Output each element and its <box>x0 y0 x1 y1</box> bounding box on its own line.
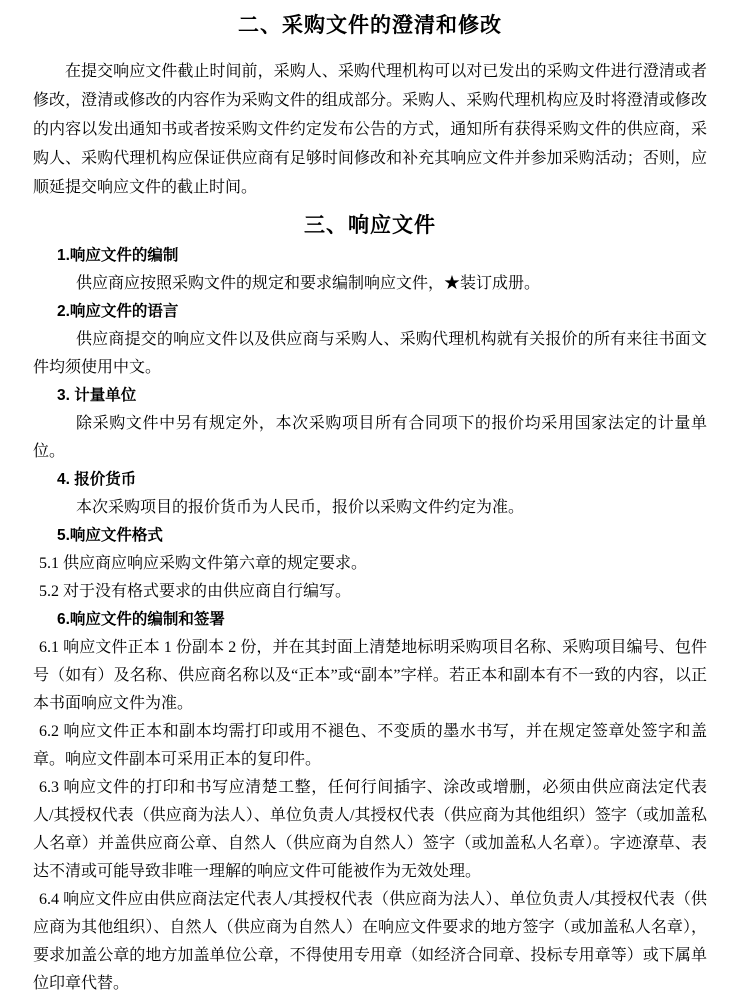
section2-paragraph: 在提交响应文件截止时间前，采购人、采购代理机构可以对已发出的采购文件进行澄清或者修改，澄清或修改的内容作为采购文件的组成部分。采购人、采购代理机构应及时将澄清或修改的内容以发出通知书或者按采购文件约定发布公告的方式，通知所有获得采购文件的供应商，采购人、采购代理机构应保证供应商有足够时间修改和补充其响应文件并参加采购活动；否则，应顺延提交响应文件的截止时间。 <box>33 63 707 196</box>
clause-1-paragraph: 供应商应按照采购文件的规定和要求编制响应文件，★装订成册。 <box>76 275 541 292</box>
clause-6-heading: 6.响应文件的编制和签署 <box>57 611 225 628</box>
clause-5-item-1: 5.1 供应商应响应采购文件第六章的规定要求。 <box>39 555 368 572</box>
clause-3-paragraph: 除采购文件中另有规定外，本次采购项目所有合同项下的报价均采用国家法定的计量单位。 <box>33 415 707 460</box>
clause-4-heading: 4. 报价货币 <box>57 471 137 488</box>
section2-title: 二、采购文件的澄清和修改 <box>238 14 502 37</box>
clause-6-item-4: 6.4 响应文件应由供应商法定代表人/其授权代表（供应商为法人）、单位负责人/其授权代表（供应商为其他组织）、自然人（供应商为自然人）在响应文件要求的地方签字（或加盖私人名章），要求加盖公章的地方加盖单位公章，不得使用专用章（如经济合同章、投标专用章等）或下属单位印章代替。 <box>33 891 707 992</box>
clause-1-heading: 1.响应文件的编制 <box>57 247 179 264</box>
clause-6-item-1: 6.1 响应文件正本 1 份副本 2 份，并在其封面上清楚地标明采购项目名称、采购项目编号、包件号（如有）及名称、供应商名称以及“正本”或“副本”字样。若正本和副本有不一致的内容，以正本书面响应文件为准。 <box>33 639 707 712</box>
clause-5-item-2: 5.2 对于没有格式要求的由供应商自行编写。 <box>39 583 352 600</box>
clause-5-heading: 5.响应文件格式 <box>57 527 163 544</box>
clause-2-paragraph: 供应商提交的响应文件以及供应商与采购人、采购代理机构就有关报价的所有来往书面文件均须使用中文。 <box>33 331 707 376</box>
section3-title: 三、响应文件 <box>304 214 436 237</box>
clause-6-item-3: 6.3 响应文件的打印和书写应清楚工整，任何行间插字、涂改或增删，必须由供应商法定代表人/其授权代表（供应商为法人）、单位负责人/其授权代表（供应商为其他组织）签字（或加盖私人名章）并盖供应商公章、自然人（供应商为自然人）签字（或加盖私人名章）。字迹潦草、表达不清或可能导致非唯一理解的响应文件可能被作为无效处理。 <box>33 779 707 880</box>
clause-3-heading: 3. 计量单位 <box>57 387 137 404</box>
clause-4-paragraph: 本次采购项目的报价货币为人民币，报价以采购文件约定为准。 <box>76 499 525 516</box>
clause-6-item-2: 6.2 响应文件正本和副本均需打印或用不褪色、不变质的墨水书写，并在规定签章处签字和盖章。响应文件副本可采用正本的复印件。 <box>33 723 707 768</box>
clause-2-heading: 2.响应文件的语言 <box>57 303 179 320</box>
